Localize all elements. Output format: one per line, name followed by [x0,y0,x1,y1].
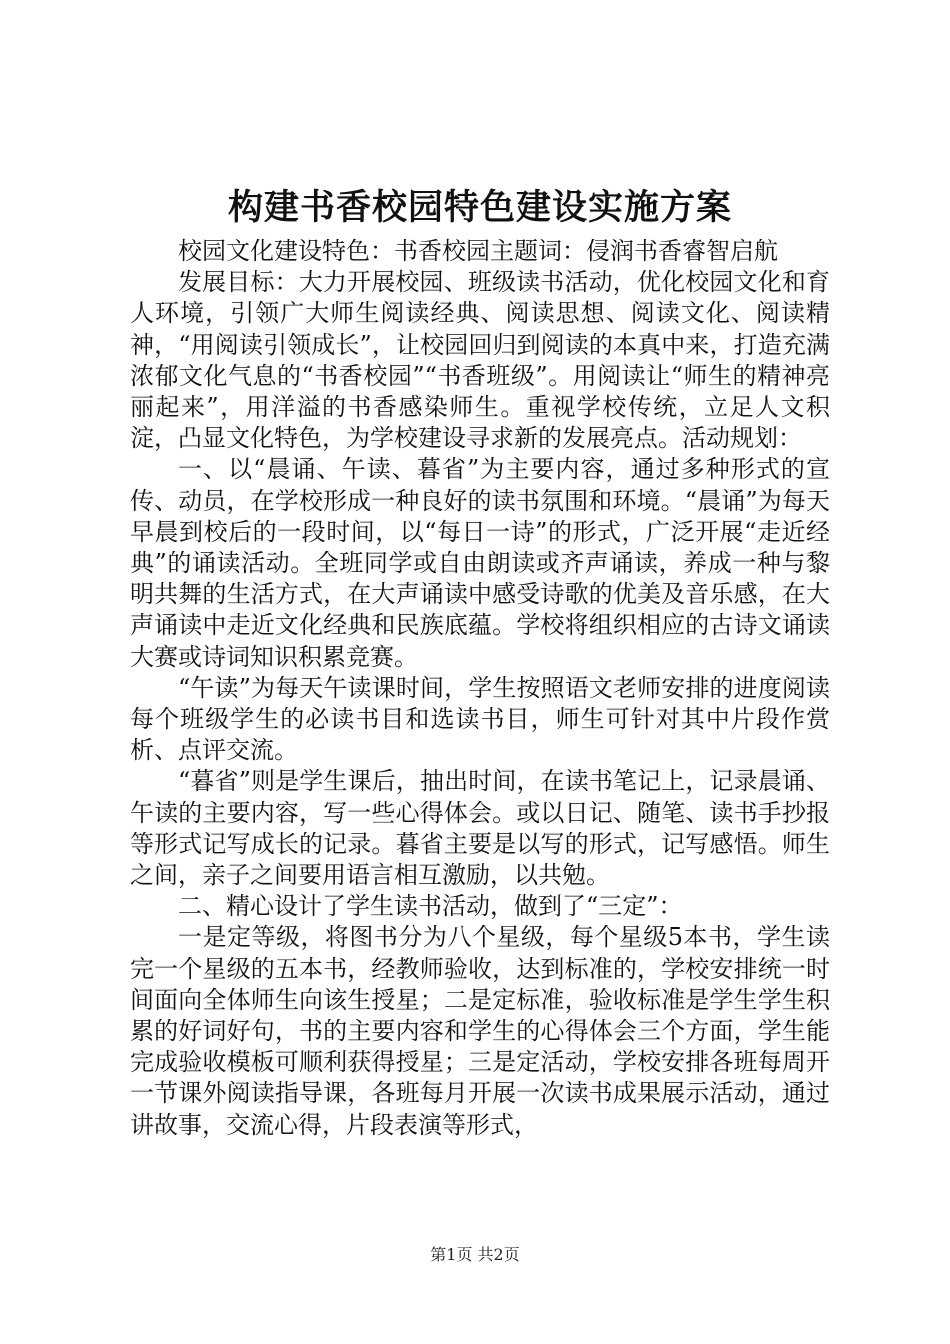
paragraph-theme: 校园文化建设特色：书香校园主题词：侵润书香睿智启航 [178,237,778,265]
paragraph-plan-one: 一、以“晨诵、午读、暮省”为主要内容，通过多种形式的宣传、动员，在学校形成一种良好的读书氛围和环境。“晨诵”为每天早晨到校后的一段时间，以“每日一诗”的形式，广泛开展“走近经典”的诵读活动。全班同学或自由朗读或齐声诵读，养成一种与黎明共舞的生活方式，在大声诵读中感受诗歌的优美及音乐感，在大声诵读中走近文化经典和民族底蕴。学校将组织相应的古诗文诵读大赛或诗词知识积累竞赛。 [130,455,830,671]
paragraph-goal: 发展目标：大力开展校园、班级读书活动，优化校园文化和育人环境，引领广大师生阅读经典、阅读思想、阅读文化、阅读精神，“用阅读引领成长”，让校园回归到阅读的本真中来，打造充满浓郁文化气息的“书香校园”“书香班级”。用阅读让“师生的精神亮丽起来”，用洋溢的书香感染师生。重视学校传统，立足人文积淀，凸显文化特色，为学校建设寻求新的发展亮点。活动规划： [130,268,830,453]
paragraph-noon-reading: “午读”为每天午读课时间，学生按照语文老师安排的进度阅读每个班级学生的必读书目和选读书目，师生可针对其中片段作赏析、点评交流。 [130,673,830,765]
page-number-footer: 第1页 共2页 [430,1245,520,1264]
paragraph-evening-reflection: “暮省”则是学生课后，抽出时间，在读书笔记上，记录晨诵、午读的主要内容，写一些心得体会。或以日记、随笔、读书手抄报等形式记写成长的记录。暮省主要是以写的形式，记写感悟。师生之间，亲子之间要用语言相互激励，以共勉。 [130,767,830,890]
paragraph-plan-two: 二、精心设计了学生读书活动，做到了“三定”： [178,892,683,921]
paragraph-three-rules: 一是定等级，将图书分为八个星级，每个星级5本书，学生读完一个星级的五本书，经教师验收，达到标准的，学校安排统一时间面向全体师生向该生授星；二是定标准，验收标准是学生学生积累的好词好句，书的主要内容和学生的心得体会三个方面，学生能完成验收模板可顺利获得授星；三是定活动，学校安排各班每周开一节课外阅读指导课，各班每月开展一次读书成果展示活动，通过讲故事，交流心得，片段表演等形式， [130,923,830,1139]
document-title: 构建书香校园特色建设实施方案 [227,187,732,228]
document-body [130,236,830,1141]
